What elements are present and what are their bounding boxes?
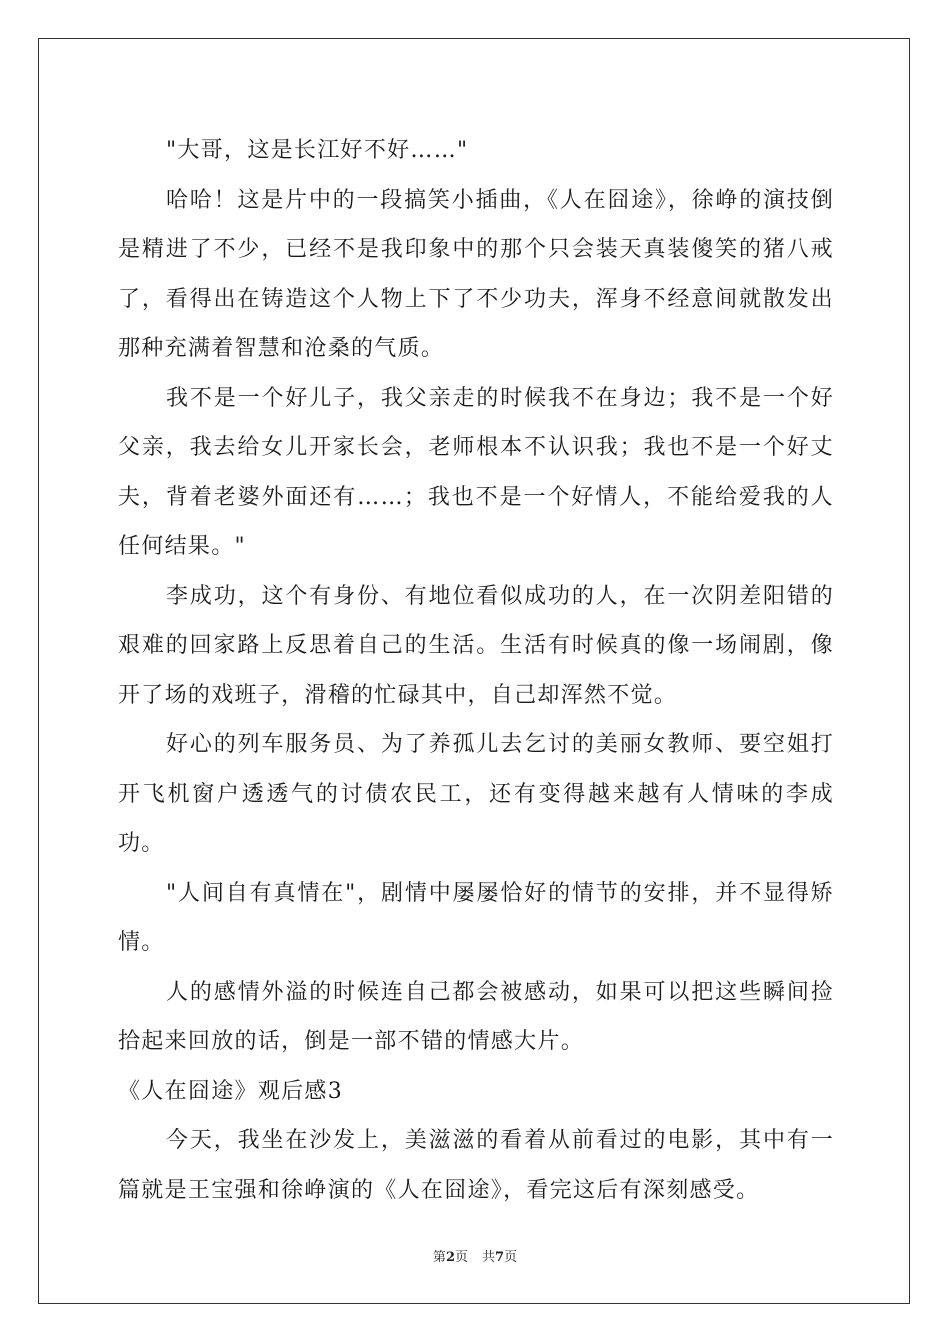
paragraph: 今天，我坐在沙发上，美滋滋的看着从前看过的电影，其中有一篇就是王宝强和徐峥演的《人在囧途》，看完这后有深刻感受。 xyxy=(118,1128,834,1203)
paragraph: "人间自有真情在"，剧情中屡屡恰好的情节的安排，并不显得矫情。 xyxy=(118,880,834,955)
paragraph-quote: "大哥，这是长江好不好……" xyxy=(166,138,469,163)
paragraph: 李成功，这个有身份、有地位看似成功的人，在一次阴差阳错的艰难的回家路上反思着自己的生活。生活有时候真的像一场闹剧，像开了场的戏班子，滑稽的忙碌其中，自己却浑然不觉。 xyxy=(118,583,834,708)
footer-page-unit: 页 xyxy=(454,1250,468,1265)
paragraph: 好心的列车服务员、为了养孤儿去乞讨的美丽女教师、要空姐打开飞机窗户透透气的讨债农民工，还有变得越来越有人情味的李成功。 xyxy=(118,732,834,856)
footer-total-unit: 页 xyxy=(504,1250,518,1265)
footer-prefix: 第 xyxy=(432,1250,446,1265)
section-heading: 《人在囧途》观后感3 xyxy=(118,1078,343,1104)
footer-total-prefix: 共 xyxy=(482,1250,496,1265)
total-pages-number: 7 xyxy=(495,1250,505,1265)
document-body xyxy=(118,126,834,1215)
page-footer xyxy=(0,1246,950,1265)
paragraph: 哈哈！这是片中的一段搞笑小插曲，《人在囧途》，徐峥的演技倒是精进了不少，已经不是我印象中的那个只会装天真装傻笑的猪八戒了，看得出在铸造这个人物上下了不少功夫，浑身不经意间就散发出那种充满着智慧和沧桑的气质。 xyxy=(118,187,834,361)
current-page-number: 2 xyxy=(445,1250,455,1265)
paragraph: 人的感情外溢的时候连自己都会被感动，如果可以把这些瞬间捡拾起来回放的话，倒是一部不错的情感大片。 xyxy=(118,979,834,1054)
paragraph: 我不是一个好儿子，我父亲走的时候我不在身边；我不是一个好父亲，我去给女儿开家长会，老师根本不认识我；我也不是一个好丈夫，背着老婆外面还有……；我也不是一个好情人，不能给爱我的人任何结果。" xyxy=(118,385,834,559)
